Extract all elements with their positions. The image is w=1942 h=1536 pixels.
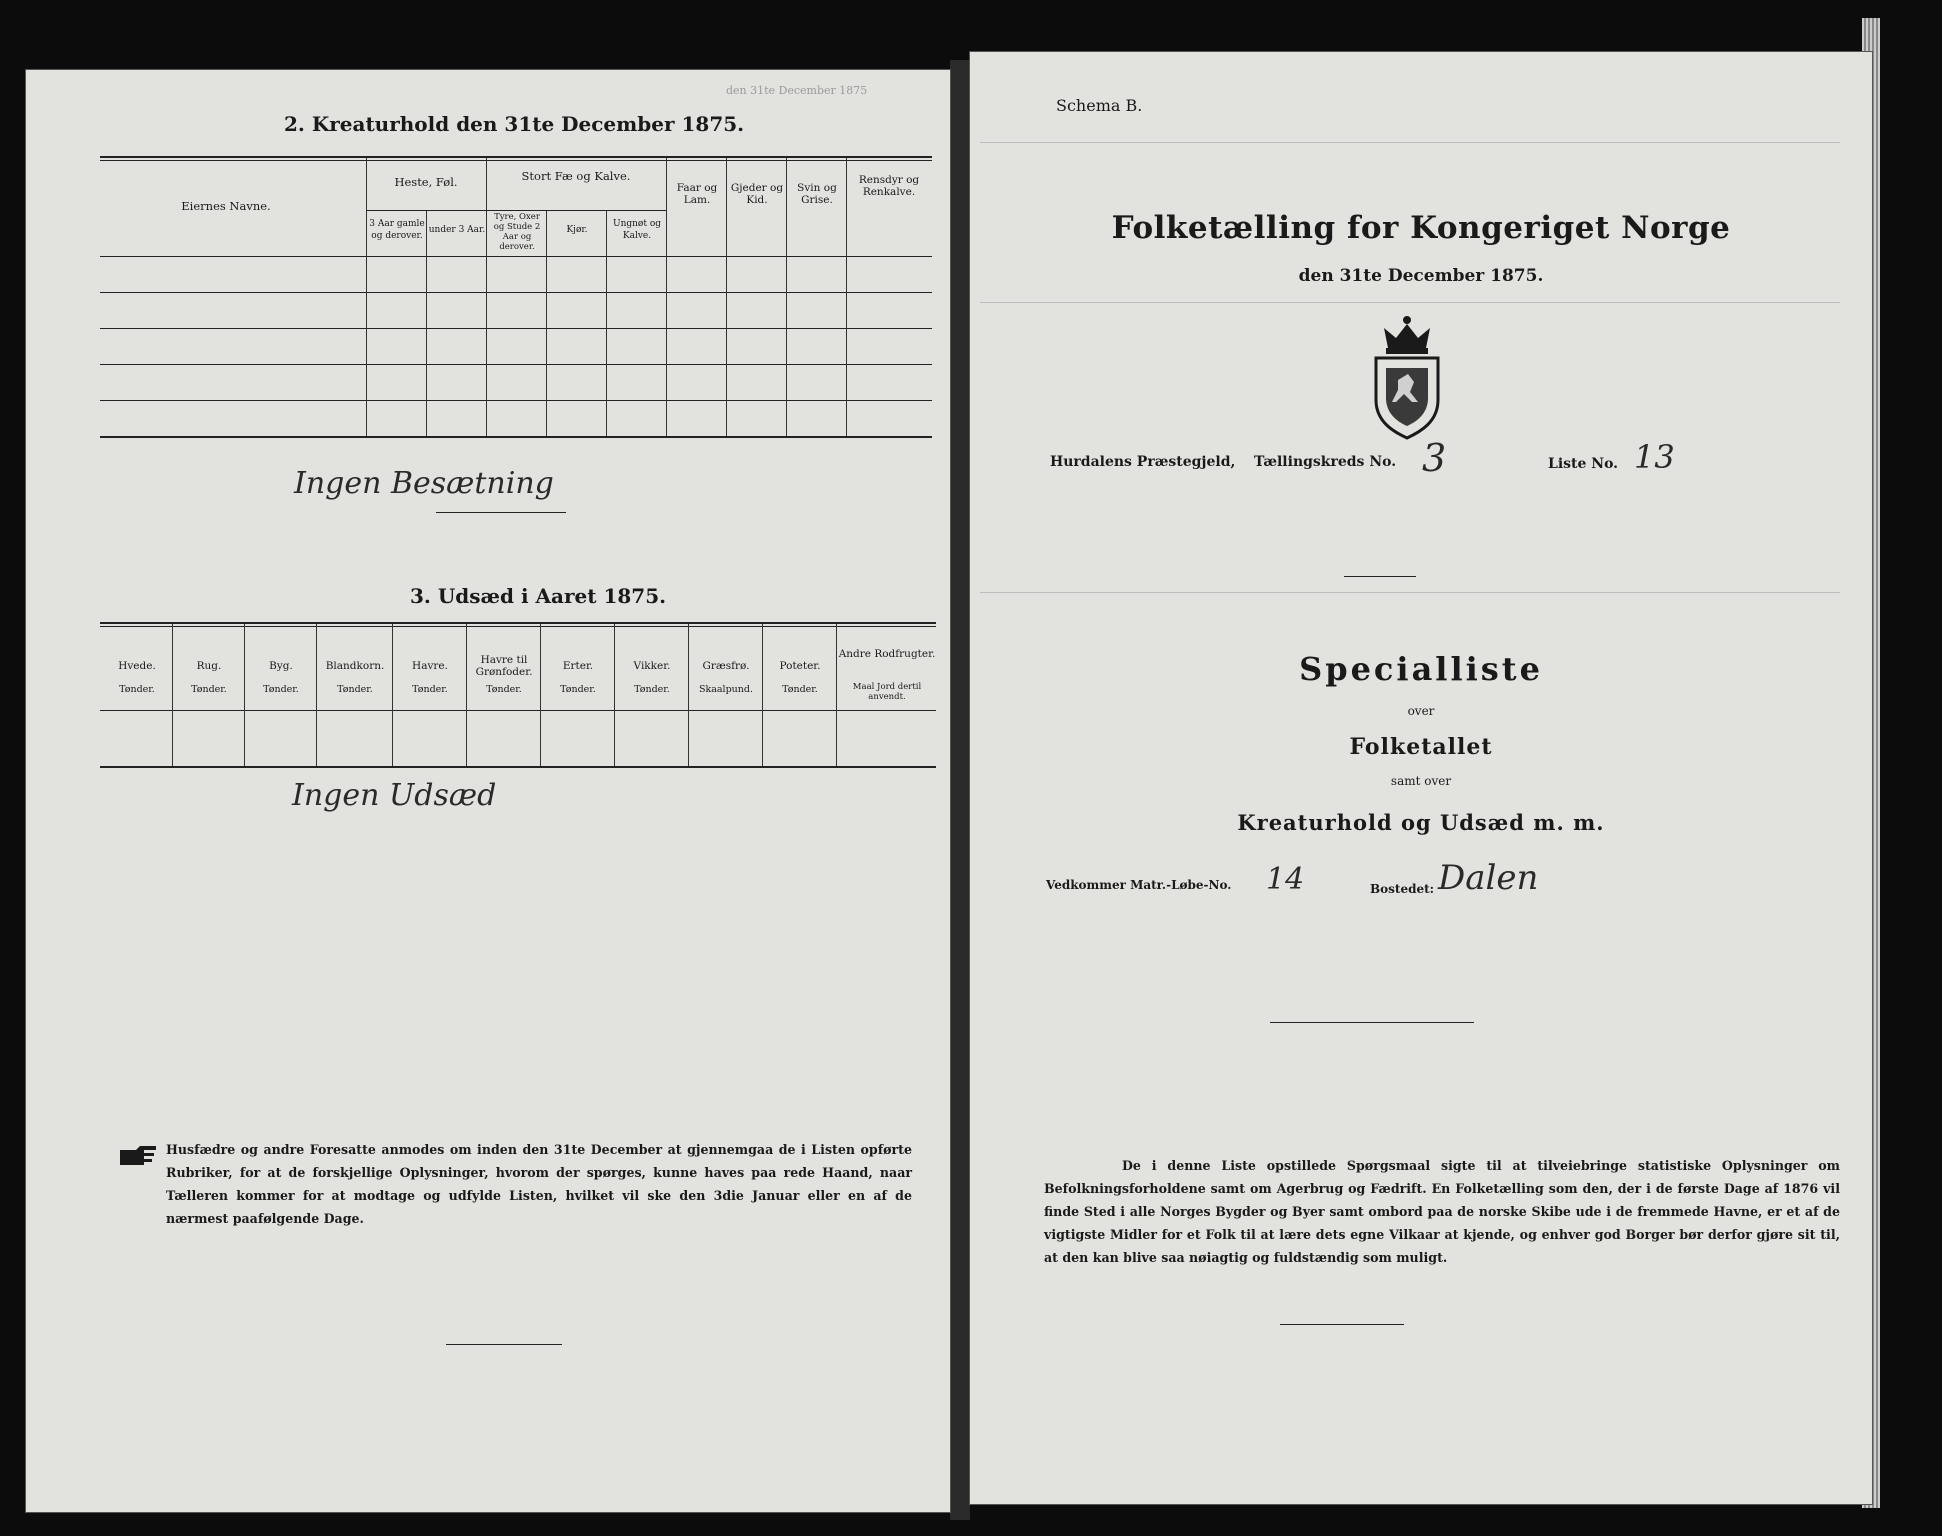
col-peas: Erter. — [562, 660, 594, 672]
instructions-notice: Husfædre og andre Foresatte anmodes om inden den 31te December at gjennemgaa de i Listen opførte Rubriker, for at de forskjellige Oplysninger, hvorom der spørges, kunne haves paa rede Haand, naar Tælleren kommer for at modtage og udfylde Listen, hvilket vil ske den 3die Januar eller en af de nærmest paafølgende Dage. — [166, 1142, 912, 1226]
parish-label: Hurdalens Præstegjeld, — [1050, 454, 1236, 470]
col-pigs: Svin og Grise. — [797, 182, 837, 206]
pointing-hand-icon — [118, 1142, 160, 1168]
col-oats: Havre. — [412, 660, 448, 672]
col-oats-unit: Tønder. — [412, 684, 448, 695]
list-number: 13 — [1634, 438, 1675, 476]
purpose-paragraph: De i denne Liste opstillede Spørgsmaal sigte til at tilveiebringe statistiske Oplysninger om Befolkningsforholdene samt om Agerbrug og Fædrift. En Folketælling som den, der i de første Dage af 1876 vil finde Sted i alle Norges Bygder og Byer samt ombord paa de norske Skibe ude i de fremmede Havne, er et af de vigtigste Midler for et Folk til at lære dets egne Vilkaar at kjende, og enhver god Borger bør derfor gjøre sit til, at den kan blive saa nøiagtig og fuldstændig som muligt. — [1044, 1158, 1840, 1265]
col-horses-3yr: 3 Aar gamle og derover. — [369, 219, 425, 241]
col-grass-seed: Græsfrø. — [702, 660, 750, 672]
bleed-through-text: den 31te December 1875 — [726, 84, 868, 97]
col-reindeer: Rensdyr og Renkalve. — [858, 174, 920, 198]
matr-label: Vedkommer Matr.-Løbe-No. — [1046, 878, 1232, 892]
col-barley: Byg. — [269, 660, 293, 672]
col-goats: Gjeder og Kid. — [730, 182, 784, 206]
section2-title: 2. Kreaturhold den 31te December 1875. — [284, 112, 745, 136]
matr-number: 14 — [1266, 862, 1305, 897]
handwritten-no-sowing: Ingen Udsæd — [292, 778, 497, 813]
col-potatoes-unit: Tønder. — [782, 684, 818, 695]
col-potatoes: Poteter. — [779, 660, 821, 672]
book-spine — [950, 60, 970, 1520]
census-date: den 31te December 1875. — [1298, 266, 1544, 286]
left-page — [26, 70, 950, 1512]
schema-label: Schema B. — [1056, 96, 1143, 115]
col-bulls-oxen: Tyre, Oxer og Stude 2 Aar og derover. — [493, 212, 541, 252]
col-other-roots: Andre Rodfrugter. — [838, 648, 936, 660]
handwritten-no-livestock: Ingen Besætning — [294, 466, 554, 501]
list-label: Liste No. — [1548, 456, 1619, 472]
col-peas-unit: Tønder. — [560, 684, 596, 695]
samt-over-text: samt over — [1390, 774, 1452, 788]
col-rye: Rug. — [196, 660, 222, 672]
col-green-oats-unit: Tønder. — [486, 684, 522, 695]
col-barley-unit: Tønder. — [263, 684, 299, 695]
col-rye-unit: Tønder. — [191, 684, 227, 695]
col-owner-names: Eiernes Navne. — [181, 199, 271, 213]
bosted-name: Dalen — [1438, 858, 1539, 898]
over-text: over — [1407, 704, 1435, 718]
bosted-label: Bostedet: — [1370, 882, 1435, 896]
specialliste-heading: Specialliste — [1299, 650, 1543, 688]
norway-coat-of-arms-icon — [1370, 314, 1444, 440]
col-vetch: Vikker. — [633, 660, 671, 672]
col-grass-seed-unit: Skaalpund. — [698, 684, 754, 695]
district-number: 3 — [1422, 436, 1447, 480]
col-other-roots-unit: Maal Jord dertil anvendt. — [852, 682, 922, 702]
kreaturhold-heading: Kreaturhold og Udsæd m. m. — [1237, 810, 1605, 835]
col-young-cattle: Ungnøt og Kalve. — [612, 219, 661, 241]
col-mixed-grain-unit: Tønder. — [337, 684, 373, 695]
right-page — [970, 52, 1872, 1504]
col-group-cattle: Stort Fæ og Kalve. — [521, 169, 631, 183]
col-wheat-unit: Tønder. — [119, 684, 155, 695]
folketallet-heading: Folketallet — [1349, 734, 1493, 760]
col-green-oats: Havre til Grønfoder. — [475, 654, 533, 678]
col-wheat: Hvede. — [118, 660, 156, 672]
col-horses-under3: under 3 Aar. — [428, 225, 486, 235]
district-label: Tællingskreds No. — [1254, 454, 1397, 470]
col-mixed-grain: Blandkorn. — [325, 660, 385, 672]
col-sheep: Faar og Lam. — [676, 182, 718, 206]
col-vetch-unit: Tønder. — [634, 684, 670, 695]
col-cows: Kjør. — [566, 225, 588, 235]
section3-title: 3. Udsæd i Aaret 1875. — [410, 584, 667, 608]
col-group-horses: Heste, Føl. — [394, 175, 458, 189]
census-title: Folketælling for Kongeriget Norge — [1111, 210, 1731, 246]
